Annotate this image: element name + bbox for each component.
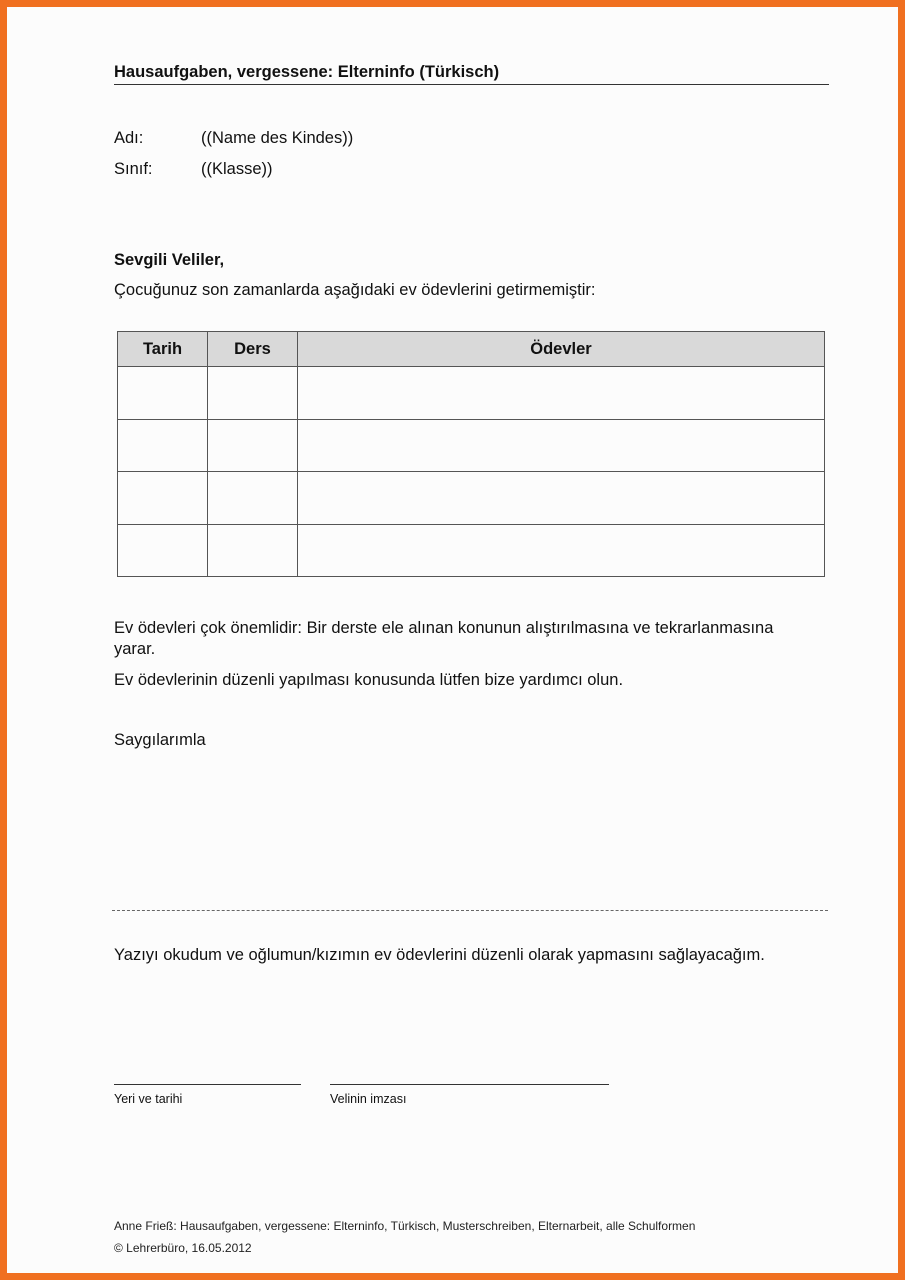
table-cell bbox=[298, 472, 825, 525]
table-row bbox=[118, 524, 825, 577]
greeting: Sevgili Veliler, bbox=[114, 251, 225, 269]
name-value: ((Name des Kindes)) bbox=[201, 129, 354, 147]
paragraph-importance: Ev ödevleri çok önemlidir: Bir derste ele alınan konunun alıştırılmasına ve tekrarlanmasına yarar. bbox=[114, 619, 774, 658]
place-date-label: Yeri ve tarihi bbox=[114, 1092, 183, 1106]
table-cell bbox=[208, 524, 298, 577]
table-row bbox=[118, 367, 825, 420]
signature-label: Velinin imzası bbox=[330, 1092, 407, 1106]
class-value: ((Klasse)) bbox=[201, 160, 273, 178]
table-header-row bbox=[118, 332, 825, 367]
table-cell bbox=[118, 524, 208, 577]
table-cell bbox=[118, 472, 208, 525]
table-cell bbox=[298, 367, 825, 420]
table-cell bbox=[298, 419, 825, 472]
signature-line bbox=[330, 1084, 609, 1085]
table-row bbox=[118, 419, 825, 472]
intro-text: Çocuğunuz son zamanlarda aşağıdaki ev ödevlerini getirmemiştir: bbox=[114, 281, 596, 299]
class-label: Sınıf: bbox=[114, 160, 153, 178]
table-cell bbox=[298, 524, 825, 577]
reply-statement: Yazıyı okudum ve oğlumun/kızımın ev ödevlerini düzenli olarak yapmasını sağlayacağım. bbox=[114, 946, 765, 964]
paragraph-request: Ev ödevlerinin düzenli yapılması konusunda lütfen bize yardımcı olun. bbox=[114, 671, 624, 689]
table-cell bbox=[118, 367, 208, 420]
table-cell bbox=[208, 419, 298, 472]
column-header-date: Tarih bbox=[118, 332, 208, 367]
column-header-subject: Ders bbox=[208, 332, 298, 367]
footer-copyright: © Lehrerbüro, 16.05.2012 bbox=[114, 1241, 252, 1255]
cut-line-divider bbox=[112, 910, 828, 911]
closing: Saygılarımla bbox=[114, 731, 206, 749]
homework-table bbox=[117, 331, 825, 577]
title-rule bbox=[114, 84, 829, 85]
document-title: Hausaufgaben, vergessene: Elterninfo (Türkisch) bbox=[114, 63, 500, 81]
table-cell bbox=[118, 419, 208, 472]
table-row bbox=[118, 472, 825, 525]
place-date-line bbox=[114, 1084, 301, 1085]
name-label: Adı: bbox=[114, 129, 144, 147]
column-header-assignments: Ödevler bbox=[298, 332, 825, 367]
table-cell bbox=[208, 367, 298, 420]
footer-description: Anne Frieß: Hausaufgaben, vergessene: Elterninfo, Türkisch, Musterschreiben, Elternarbeit, alle Schulformen bbox=[114, 1219, 696, 1233]
table-cell bbox=[208, 472, 298, 525]
